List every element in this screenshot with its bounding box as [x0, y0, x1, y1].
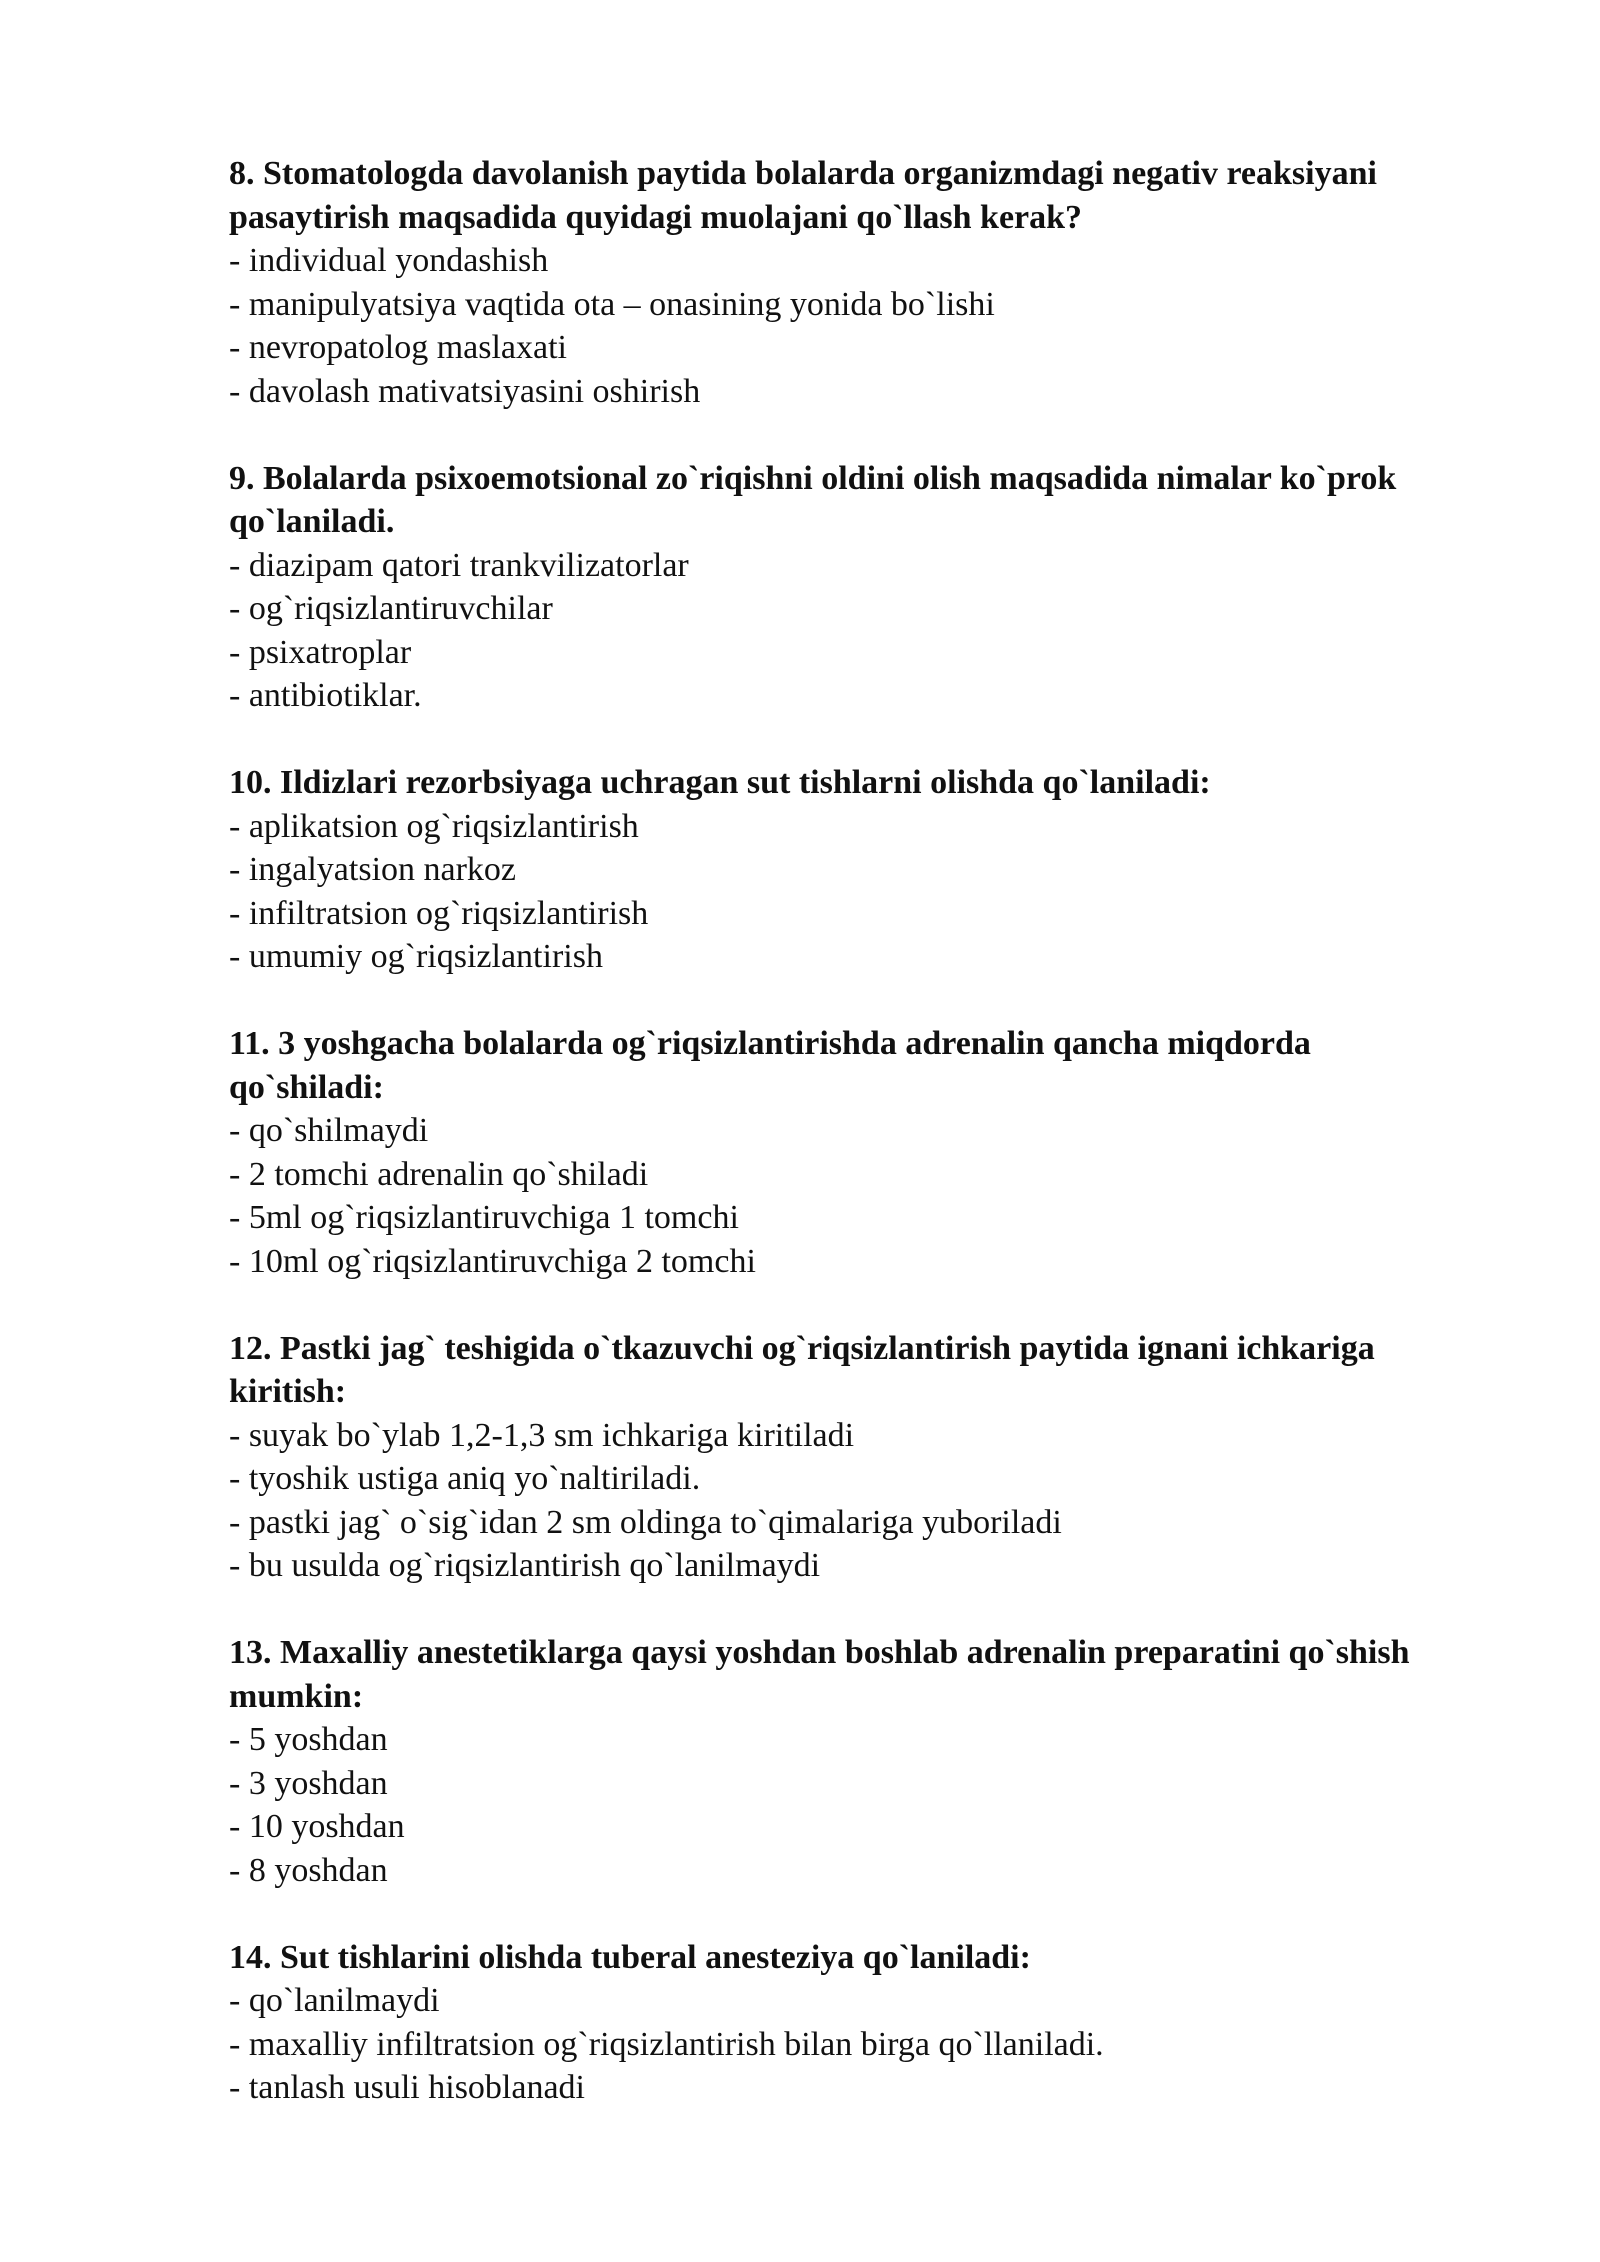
answer-option: - ingalyatsion narkoz: [229, 851, 517, 888]
answer-option: - 3 yoshdan: [229, 1764, 388, 1802]
answer-option: - bu usulda og`riqsizlantirish qo`lanilmaydi: [229, 1547, 821, 1584]
question-title: 14. Sut tishlarini olishda tuberal anesteziya qo`laniladi:: [229, 1938, 1031, 1976]
answer-option: - og`riqsizlantiruvchilar: [229, 590, 553, 627]
answer-options: [229, 1414, 1469, 1588]
question-title: 8. Stomatologda davolanish paytida bolalarda organizmdagi negativ reaksiyani pasaytirish maqsadida quyidagi muolajani qo`llash kerak?: [229, 155, 1377, 236]
answer-option: - umumiy og`riqsizlantirish: [229, 938, 603, 975]
answer-option: - diazipam qatori trankvilizatorlar: [229, 546, 689, 584]
answer-option: - maxalliy infiltratsion og`riqsizlantirish bilan birga qo`llaniladi.: [229, 2025, 1104, 2063]
answer-options: [229, 1109, 1469, 1283]
answer-option: - tyoshik ustiga aniq yo`naltiriladi.: [229, 1460, 701, 1497]
document-page: [229, 152, 1469, 2153]
answer-option: - 5 yoshdan: [229, 1721, 388, 1758]
answer-options: [229, 1979, 1469, 2110]
answer-option: - manipulyatsiya vaqtida ota – onasining yonida bo`lishi: [229, 285, 995, 323]
answer-option: - qo`lanilmaydi: [229, 1982, 440, 2019]
answer-options: [229, 544, 1469, 718]
answer-option: - psixatroplar: [229, 633, 412, 671]
answer-option: - 10ml og`riqsizlantiruvchiga 2 tomchi: [229, 1242, 756, 1280]
answer-option: - individual yondashish: [229, 242, 549, 279]
answer-option: - tanlash usuli hisoblanadi: [229, 2069, 586, 2106]
answer-option: - pastki jag` o`sig`idan 2 sm oldinga to`qimalariga yuboriladi: [229, 1503, 1062, 1541]
answer-option: - 2 tomchi adrenalin qo`shiladi: [229, 1155, 649, 1193]
answer-option: - 8 yoshdan: [229, 1851, 388, 1889]
answer-option: - qo`shilmaydi: [229, 1112, 429, 1149]
question-10: [229, 761, 1469, 979]
answer-options: [229, 1718, 1469, 1892]
answer-option: - infiltratsion og`riqsizlantirish: [229, 894, 649, 932]
answer-option: - davolash mativatsiyasini oshirish: [229, 372, 701, 410]
answer-options: [229, 239, 1469, 413]
question-8: [229, 152, 1469, 413]
question-14: [229, 1936, 1469, 2110]
question-title: 12. Pastki jag` teshigida o`tkazuvchi og`riqsizlantirish paytida ignani ichkariga kiritish:: [229, 1329, 1375, 1410]
question-12: [229, 1327, 1469, 1588]
answer-option: - 10 yoshdan: [229, 1808, 405, 1845]
question-13: [229, 1631, 1469, 1892]
answer-option: - antibiotiklar.: [229, 677, 422, 714]
answer-option: - 5ml og`riqsizlantiruvchiga 1 tomchi: [229, 1199, 739, 1236]
question-title: 10. Ildizlari rezorbsiyaga uchragan sut tishlarni olishda qo`laniladi:: [229, 764, 1211, 801]
question-title: 9. Bolalarda psixoemotsional zo`riqishni oldini olish maqsadida nimalar ko`prok qo`laniladi.: [229, 459, 1397, 540]
answer-option: - nevropatolog maslaxati: [229, 329, 568, 366]
question-title: 13. Maxalliy anestetiklarga qaysi yoshdan boshlab adrenalin preparatini qo`shish mumkin:: [229, 1634, 1410, 1715]
answer-option: - aplikatsion og`riqsizlantirish: [229, 807, 639, 845]
answer-options: [229, 805, 1469, 979]
answer-option: - suyak bo`ylab 1,2-1,3 sm ichkariga kiritiladi: [229, 1416, 855, 1454]
question-title: 11. 3 yoshgacha bolalarda og`riqsizlantirishda adrenalin qancha miqdorda qo`shiladi:: [229, 1025, 1311, 1106]
question-9: [229, 457, 1469, 718]
question-11: [229, 1022, 1469, 1283]
